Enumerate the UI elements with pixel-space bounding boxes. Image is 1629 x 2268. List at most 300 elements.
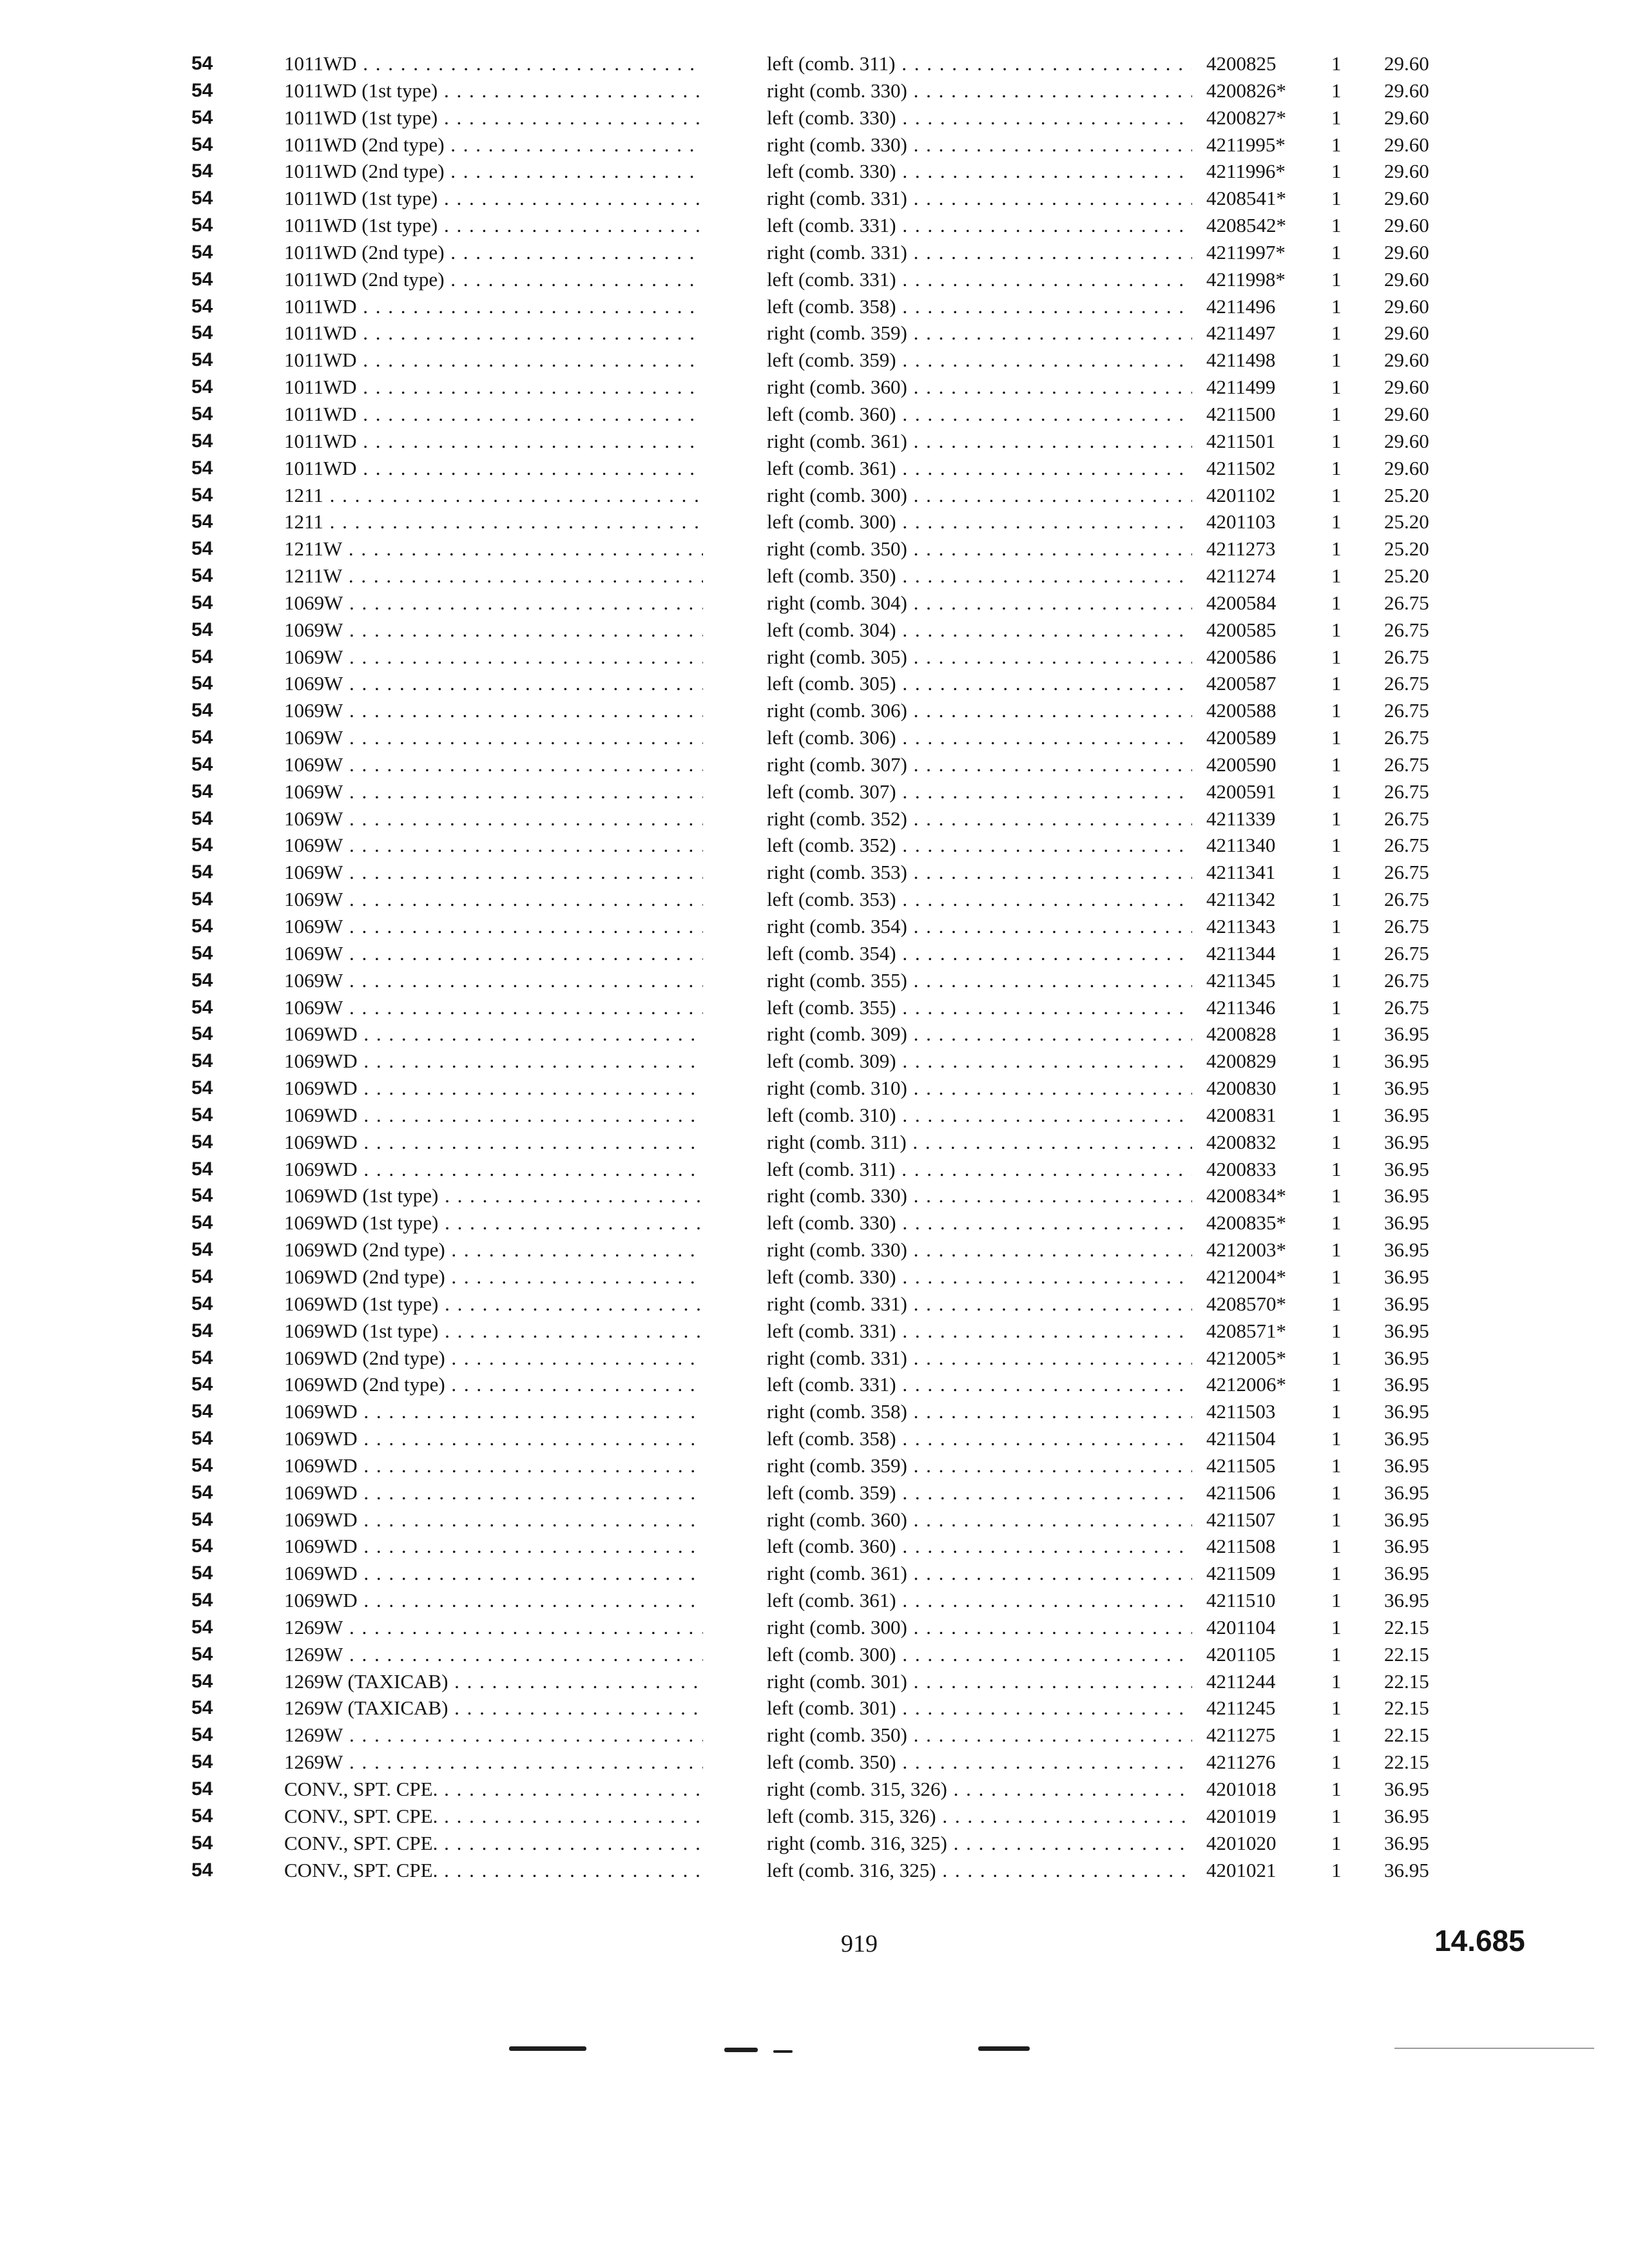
price-cell: 26.75	[1384, 968, 1429, 992]
description-cell: right (comb. 331) . . .	[767, 239, 1192, 265]
part-number-cell: 4211340	[1206, 834, 1276, 857]
model-cell: 1011WD (2nd type) . . .	[284, 239, 703, 265]
part-number-cell: 4211501	[1206, 429, 1276, 452]
quantity-cell: 1	[1331, 861, 1342, 884]
year-cell: 54	[191, 538, 213, 560]
part-number-cell: 4201103	[1206, 510, 1276, 533]
part-number-cell: 4211997*	[1206, 240, 1286, 264]
model-cell: 1011WD (2nd type) . . .	[284, 131, 703, 158]
year-cell: 54	[191, 646, 213, 668]
quantity-cell: 1	[1331, 1535, 1342, 1558]
year-cell: 54	[191, 1751, 213, 1773]
model-cell: 1069WD (1st type) . . .	[284, 1182, 703, 1209]
part-number-cell: 4211505	[1206, 1454, 1276, 1477]
price-cell: 26.75	[1384, 941, 1429, 965]
table-row	[0, 617, 1629, 644]
model-cell: 1069WD . . .	[284, 1533, 703, 1559]
description-cell: right (comb. 354) . . .	[767, 913, 1192, 939]
scan-mark	[773, 2050, 793, 2053]
part-number-cell: 4211497	[1206, 322, 1276, 345]
year-cell: 54	[191, 1535, 213, 1557]
model-cell: 1069W . . .	[284, 670, 703, 697]
year-cell: 54	[191, 1077, 213, 1099]
price-cell: 36.95	[1384, 1265, 1429, 1288]
price-cell: 36.95	[1384, 1831, 1429, 1854]
year-cell: 54	[191, 1185, 213, 1207]
description-cell: right (comb. 350) . . .	[767, 535, 1192, 562]
quantity-cell: 1	[1331, 672, 1342, 695]
table-row	[0, 50, 1629, 77]
quantity-cell: 1	[1331, 1454, 1342, 1477]
year-cell: 54	[191, 1050, 213, 1072]
model-cell: 1069W . . .	[284, 751, 703, 778]
model-cell: CONV., SPT. CPE. . . .	[284, 1776, 703, 1802]
model-cell: 1011WD (2nd type) . . .	[284, 266, 703, 293]
price-cell: 29.60	[1384, 52, 1429, 75]
description-cell: right (comb. 352) . . .	[767, 805, 1192, 832]
description-cell: left (comb. 358) . . .	[767, 1425, 1192, 1452]
quantity-cell: 1	[1331, 564, 1342, 588]
description-cell: left (comb. 307) . . .	[767, 778, 1192, 805]
model-cell: 1069W . . .	[284, 590, 703, 616]
year-cell: 54	[191, 1832, 213, 1854]
quantity-cell: 1	[1331, 1023, 1342, 1046]
quantity-cell: 1	[1331, 645, 1342, 668]
description-cell: left (comb. 359) . . .	[767, 1479, 1192, 1506]
table-row	[0, 670, 1629, 697]
price-cell: 26.75	[1384, 861, 1429, 884]
table-row	[0, 859, 1629, 886]
year-cell: 54	[191, 591, 213, 613]
price-cell: 26.75	[1384, 645, 1429, 668]
price-cell: 36.95	[1384, 1292, 1429, 1315]
part-number-cell: 4211509	[1206, 1562, 1276, 1585]
description-cell: left (comb. 354) . . .	[767, 940, 1192, 966]
quantity-cell: 1	[1331, 1077, 1342, 1100]
description-cell: right (comb. 330) . . .	[767, 1182, 1192, 1209]
part-number-cell: 4211346	[1206, 995, 1276, 1019]
description-cell: right (comb. 331) . . .	[767, 185, 1192, 211]
quantity-cell: 1	[1331, 1778, 1342, 1800]
quantity-cell: 1	[1331, 52, 1342, 75]
model-cell: 1211 . . .	[284, 508, 703, 535]
table-row	[0, 697, 1629, 724]
table-row	[0, 1776, 1629, 1803]
year-cell: 54	[191, 834, 213, 856]
year-cell: 54	[191, 1508, 213, 1530]
part-number-cell: 4211273	[1206, 537, 1276, 561]
price-cell: 26.75	[1384, 699, 1429, 722]
part-number-cell: 4211342	[1206, 888, 1276, 911]
quantity-cell: 1	[1331, 1373, 1342, 1396]
description-cell: left (comb. 361) . . .	[767, 1587, 1192, 1613]
year-cell: 54	[191, 1374, 213, 1396]
description-cell: left (comb. 305) . . .	[767, 670, 1192, 697]
quantity-cell: 1	[1331, 510, 1342, 533]
quantity-cell: 1	[1331, 1642, 1342, 1666]
part-number-cell: 4211506	[1206, 1481, 1276, 1504]
table-row	[0, 751, 1629, 778]
model-cell: 1069W . . .	[284, 940, 703, 966]
year-cell: 54	[191, 807, 213, 829]
quantity-cell: 1	[1331, 483, 1342, 506]
table-row	[0, 1398, 1629, 1425]
quantity-cell: 1	[1331, 1238, 1342, 1262]
part-number-cell: 4201018	[1206, 1778, 1277, 1800]
model-cell: 1011WD . . .	[284, 293, 703, 320]
description-cell: left (comb. 361) . . .	[767, 455, 1192, 481]
description-cell: right (comb. 310) . . .	[767, 1075, 1192, 1101]
model-cell: 1069WD . . .	[284, 1156, 703, 1182]
model-cell: 1011WD . . .	[284, 401, 703, 427]
part-number-cell: 4212003*	[1206, 1238, 1286, 1262]
model-cell: CONV., SPT. CPE. . . .	[284, 1803, 703, 1829]
part-number-cell: 4208570*	[1206, 1292, 1286, 1315]
year-cell: 54	[191, 1562, 213, 1584]
description-cell: right (comb. 300) . . .	[767, 1614, 1192, 1640]
year-cell: 54	[191, 322, 213, 344]
model-cell: 1011WD . . .	[284, 374, 703, 400]
table-row	[0, 1021, 1629, 1048]
table-row	[0, 1749, 1629, 1776]
table-row	[0, 266, 1629, 293]
model-cell: 1069W . . .	[284, 644, 703, 670]
year-cell: 54	[191, 403, 213, 425]
description-cell: right (comb. 305) . . .	[767, 644, 1192, 670]
year-cell: 54	[191, 1158, 213, 1180]
year-cell: 54	[191, 996, 213, 1018]
model-cell: 1069WD . . .	[284, 1560, 703, 1586]
part-number-cell: 4200828	[1206, 1023, 1277, 1046]
scan-mark	[509, 2046, 586, 2051]
model-cell: 1069W . . .	[284, 778, 703, 805]
model-cell: 1269W . . .	[284, 1614, 703, 1640]
table-row	[0, 1209, 1629, 1236]
table-row	[0, 778, 1629, 805]
year-cell: 54	[191, 780, 213, 802]
description-cell: right (comb. 361) . . .	[767, 1560, 1192, 1586]
price-cell: 22.15	[1384, 1724, 1429, 1747]
scan-mark	[724, 2048, 758, 2052]
price-cell: 36.95	[1384, 1077, 1429, 1100]
part-number-cell: 4211998*	[1206, 267, 1286, 291]
model-cell: 1069WD . . .	[284, 1048, 703, 1074]
scan-mark	[978, 2046, 1030, 2051]
year-cell: 54	[191, 1293, 213, 1314]
table-row	[0, 1129, 1629, 1156]
part-number-cell: 4200831	[1206, 1103, 1277, 1126]
price-cell: 25.20	[1384, 564, 1429, 588]
model-cell: 1069W . . .	[284, 724, 703, 751]
price-cell: 36.95	[1384, 1050, 1429, 1073]
year-cell: 54	[191, 673, 213, 695]
quantity-cell: 1	[1331, 1292, 1342, 1315]
description-cell: left (comb. 352) . . .	[767, 832, 1192, 858]
description-cell: left (comb. 300) . . .	[767, 1641, 1192, 1667]
table-row	[0, 832, 1629, 859]
part-number-cell: 4200826*	[1206, 79, 1286, 102]
year-cell: 54	[191, 215, 213, 236]
year-cell: 54	[191, 349, 213, 371]
description-cell: left (comb. 331) . . .	[767, 1371, 1192, 1398]
part-number-cell: 4208571*	[1206, 1319, 1286, 1342]
price-cell: 26.75	[1384, 780, 1429, 803]
part-number-cell: 4200827*	[1206, 106, 1286, 129]
model-cell: 1269W (TAXICAB) . . .	[284, 1695, 703, 1721]
quantity-cell: 1	[1331, 753, 1342, 776]
part-number-cell: 4211507	[1206, 1508, 1276, 1531]
part-number-cell: 4200587	[1206, 672, 1277, 695]
description-cell: right (comb. 330) . . .	[767, 1236, 1192, 1263]
table-row	[0, 347, 1629, 374]
description-cell: left (comb. 310) . . .	[767, 1102, 1192, 1128]
price-cell: 36.95	[1384, 1373, 1429, 1396]
table-row	[0, 1695, 1629, 1722]
model-cell: 1069WD . . .	[284, 1452, 703, 1479]
description-cell: right (comb. 301) . . .	[767, 1668, 1192, 1695]
part-number-cell: 4201020	[1206, 1831, 1277, 1854]
table-row	[0, 1722, 1629, 1749]
table-row	[0, 994, 1629, 1021]
price-cell: 36.95	[1384, 1319, 1429, 1342]
part-number-cell: 4200584	[1206, 591, 1277, 614]
price-cell: 29.60	[1384, 106, 1429, 129]
quantity-cell: 1	[1331, 1130, 1342, 1153]
description-cell: left (comb. 306) . . .	[767, 724, 1192, 751]
description-cell: left (comb. 358) . . .	[767, 293, 1192, 320]
description-cell: left (comb. 359) . . .	[767, 347, 1192, 373]
year-cell: 54	[191, 457, 213, 479]
model-cell: 1269W (TAXICAB) . . .	[284, 1668, 703, 1695]
section-number: 14.685	[1434, 1924, 1525, 1957]
model-cell: 1069WD . . .	[284, 1506, 703, 1533]
description-cell: right (comb. 316, 325) . . .	[767, 1830, 1192, 1856]
part-number-cell: 4211503	[1206, 1400, 1276, 1423]
quantity-cell: 1	[1331, 133, 1342, 156]
description-cell: right (comb. 300) . . .	[767, 482, 1192, 508]
price-cell: 26.75	[1384, 591, 1429, 614]
description-cell: left (comb. 330) . . .	[767, 158, 1192, 184]
model-cell: 1069WD . . .	[284, 1129, 703, 1155]
model-cell: 1211W . . .	[284, 562, 703, 589]
table-row	[0, 1533, 1629, 1560]
price-cell: 26.75	[1384, 834, 1429, 857]
table-row	[0, 1803, 1629, 1830]
scan-line	[1394, 2048, 1594, 2049]
description-cell: right (comb. 350) . . .	[767, 1722, 1192, 1748]
description-cell: left (comb. 316, 325) . . .	[767, 1857, 1192, 1883]
part-number-cell: 4211496	[1206, 294, 1276, 318]
part-number-cell: 4212006*	[1206, 1373, 1286, 1396]
price-cell: 29.60	[1384, 456, 1429, 479]
part-number-cell: 4208542*	[1206, 214, 1286, 237]
quantity-cell: 1	[1331, 807, 1342, 830]
year-cell: 54	[191, 79, 213, 101]
quantity-cell: 1	[1331, 214, 1342, 237]
model-cell: 1011WD . . .	[284, 50, 703, 77]
quantity-cell: 1	[1331, 1211, 1342, 1235]
description-cell: left (comb. 311) . . .	[767, 1156, 1192, 1182]
price-cell: 36.95	[1384, 1481, 1429, 1504]
price-cell: 29.60	[1384, 79, 1429, 102]
quantity-cell: 1	[1331, 1831, 1342, 1854]
quantity-cell: 1	[1331, 79, 1342, 102]
model-cell: 1069W . . .	[284, 832, 703, 858]
model-cell: 1069W . . .	[284, 697, 703, 724]
table-row	[0, 1075, 1629, 1102]
model-cell: 1211 . . .	[284, 482, 703, 508]
price-cell: 36.95	[1384, 1804, 1429, 1827]
price-cell: 22.15	[1384, 1751, 1429, 1774]
part-number-cell: 4212005*	[1206, 1346, 1286, 1369]
quantity-cell: 1	[1331, 1804, 1342, 1827]
price-cell: 36.95	[1384, 1130, 1429, 1153]
model-cell: 1069WD . . .	[284, 1398, 703, 1425]
table-row	[0, 886, 1629, 913]
quantity-cell: 1	[1331, 995, 1342, 1019]
part-number-cell: 4200586	[1206, 645, 1277, 668]
year-cell: 54	[191, 1104, 213, 1126]
part-number-cell: 4201105	[1206, 1642, 1276, 1666]
description-cell: left (comb. 360) . . .	[767, 401, 1192, 427]
model-cell: 1011WD (1st type) . . .	[284, 185, 703, 211]
quantity-cell: 1	[1331, 780, 1342, 803]
table-row	[0, 1641, 1629, 1668]
part-number-cell: 4200825	[1206, 52, 1277, 75]
description-cell: right (comb. 331) . . .	[767, 1291, 1192, 1317]
model-cell: 1069W . . .	[284, 967, 703, 994]
description-cell: left (comb. 331) . . .	[767, 212, 1192, 238]
model-cell: 1011WD . . .	[284, 455, 703, 481]
price-cell: 26.75	[1384, 753, 1429, 776]
table-row	[0, 77, 1629, 104]
table-row	[0, 1182, 1629, 1209]
price-cell: 36.95	[1384, 1346, 1429, 1369]
model-cell: 1069WD (2nd type) . . .	[284, 1345, 703, 1371]
quantity-cell: 1	[1331, 160, 1342, 183]
table-row	[0, 1425, 1629, 1452]
quantity-cell: 1	[1331, 591, 1342, 614]
quantity-cell: 1	[1331, 1508, 1342, 1531]
model-cell: 1069W . . .	[284, 859, 703, 885]
model-cell: 1069W . . .	[284, 994, 703, 1021]
description-cell: left (comb. 309) . . .	[767, 1048, 1192, 1074]
description-cell: right (comb. 359) . . .	[767, 320, 1192, 346]
description-cell: left (comb. 331) . . .	[767, 266, 1192, 293]
quantity-cell: 1	[1331, 1427, 1342, 1450]
quantity-cell: 1	[1331, 322, 1342, 345]
table-row	[0, 940, 1629, 967]
table-row	[0, 239, 1629, 266]
part-number-cell: 4211500	[1206, 402, 1276, 425]
table-row	[0, 293, 1629, 320]
table-row	[0, 1345, 1629, 1372]
part-number-cell: 4211275	[1206, 1724, 1276, 1747]
model-cell: 1269W . . .	[284, 1749, 703, 1775]
table-row	[0, 1264, 1629, 1291]
year-cell: 54	[191, 1428, 213, 1450]
year-cell: 54	[191, 1401, 213, 1423]
quantity-cell: 1	[1331, 456, 1342, 479]
year-cell: 54	[191, 861, 213, 883]
price-cell: 22.15	[1384, 1669, 1429, 1693]
part-number-cell: 4211344	[1206, 941, 1276, 965]
quantity-cell: 1	[1331, 726, 1342, 749]
part-number-cell: 4211995*	[1206, 133, 1286, 156]
part-number-cell: 4200588	[1206, 699, 1277, 722]
part-number-cell: 4212004*	[1206, 1265, 1286, 1288]
price-cell: 36.95	[1384, 1589, 1429, 1612]
description-cell: right (comb. 315, 326) . . .	[767, 1776, 1192, 1802]
price-cell: 29.60	[1384, 349, 1429, 372]
year-cell: 54	[191, 1643, 213, 1665]
price-cell: 29.60	[1384, 133, 1429, 156]
part-number-cell: 4200834*	[1206, 1184, 1286, 1207]
model-cell: CONV., SPT. CPE. . . .	[284, 1830, 703, 1856]
table-row	[0, 562, 1629, 590]
year-cell: 54	[191, 1131, 213, 1153]
price-cell: 26.75	[1384, 995, 1429, 1019]
quantity-cell: 1	[1331, 240, 1342, 264]
description-cell: left (comb. 315, 326) . . .	[767, 1803, 1192, 1829]
description-cell: left (comb. 311) . . .	[767, 50, 1192, 77]
price-cell: 29.60	[1384, 240, 1429, 264]
model-cell: 1069WD (2nd type) . . .	[284, 1236, 703, 1263]
year-cell: 54	[191, 1616, 213, 1638]
table-row	[0, 104, 1629, 131]
description-cell: left (comb. 360) . . .	[767, 1533, 1192, 1559]
year-cell: 54	[191, 1590, 213, 1611]
part-number-cell: 4200591	[1206, 780, 1277, 803]
quantity-cell: 1	[1331, 1346, 1342, 1369]
part-number-cell: 4211274	[1206, 564, 1276, 588]
price-cell: 29.60	[1384, 429, 1429, 452]
year-cell: 54	[191, 727, 213, 749]
price-cell: 29.60	[1384, 322, 1429, 345]
part-number-cell: 4211341	[1206, 861, 1276, 884]
table-row	[0, 1614, 1629, 1641]
price-cell: 36.95	[1384, 1400, 1429, 1423]
description-cell: left (comb. 331) . . .	[767, 1318, 1192, 1344]
model-cell: 1011WD (1st type) . . .	[284, 77, 703, 104]
price-cell: 25.20	[1384, 510, 1429, 533]
model-cell: 1069WD . . .	[284, 1587, 703, 1613]
part-number-cell: 4211499	[1206, 376, 1276, 399]
year-cell: 54	[191, 1697, 213, 1719]
description-cell: right (comb. 360) . . .	[767, 374, 1192, 400]
table-row	[0, 535, 1629, 562]
price-cell: 29.60	[1384, 214, 1429, 237]
description-cell: right (comb. 331) . . .	[767, 1345, 1192, 1371]
table-row	[0, 724, 1629, 751]
table-row	[0, 1048, 1629, 1075]
price-cell: 25.20	[1384, 537, 1429, 561]
quantity-cell: 1	[1331, 1615, 1342, 1639]
model-cell: 1069WD . . .	[284, 1425, 703, 1452]
price-cell: 26.75	[1384, 807, 1429, 830]
table-row	[0, 1452, 1629, 1479]
year-cell: 54	[191, 53, 213, 74]
year-cell: 54	[191, 160, 213, 182]
part-number-cell: 4208541*	[1206, 187, 1286, 210]
part-number-cell: 4200835*	[1206, 1211, 1286, 1235]
year-cell: 54	[191, 619, 213, 640]
table-row	[0, 1830, 1629, 1857]
year-cell: 54	[191, 753, 213, 775]
table-row	[0, 508, 1629, 535]
quantity-cell: 1	[1331, 1481, 1342, 1504]
price-cell: 25.20	[1384, 483, 1429, 506]
